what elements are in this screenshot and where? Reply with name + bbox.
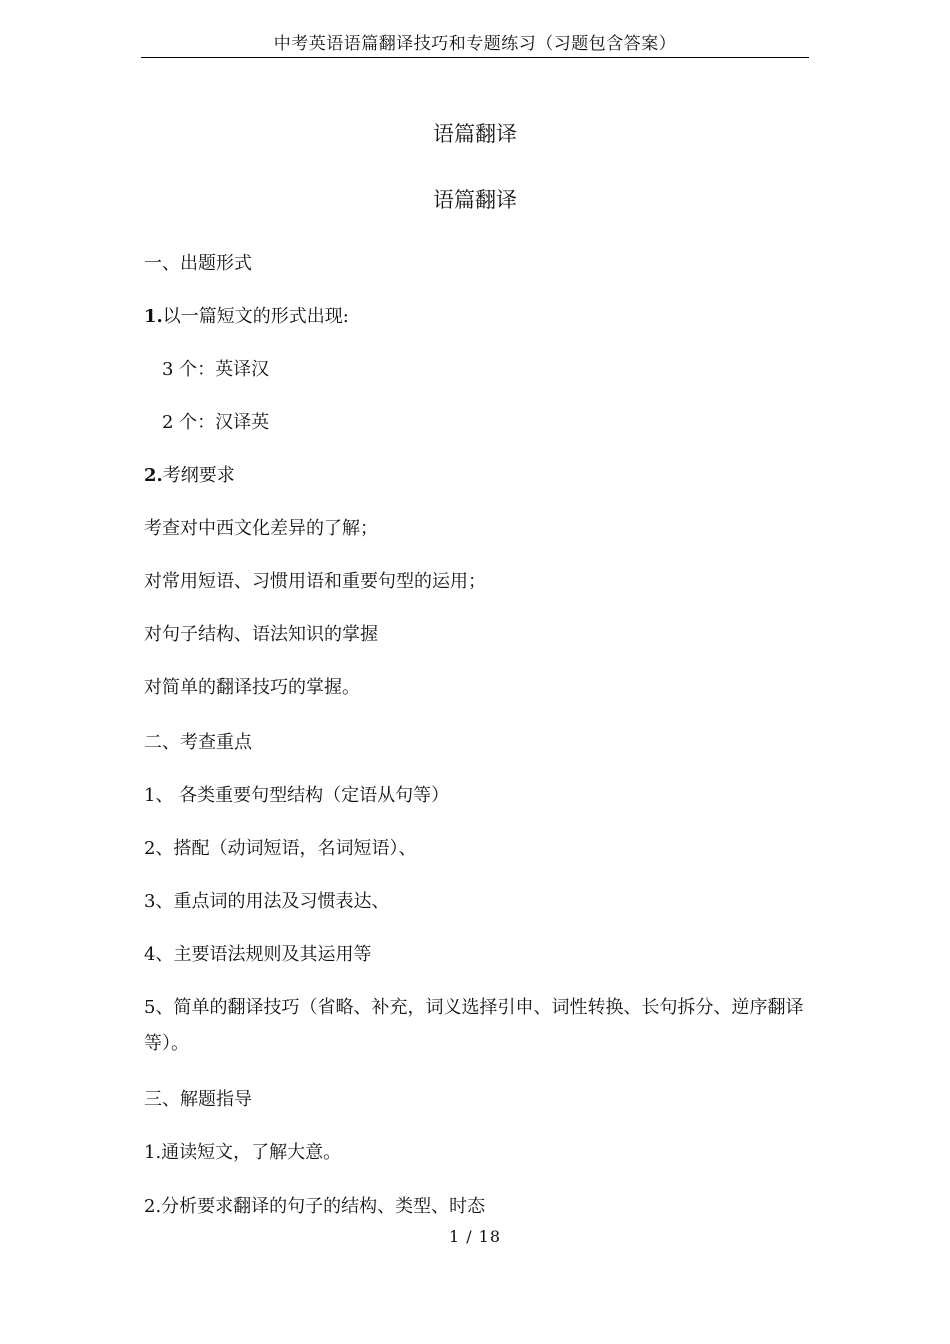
- key-point-line: 4、主要语法规则及其运用等: [144, 944, 372, 965]
- sub-item-en-to-cn: 3 个：英译汉: [162, 359, 270, 380]
- item-number: 1.: [144, 306, 163, 327]
- page-header: 中考英语语篇翻译技巧和专题练习（习题包含答案）: [273, 34, 677, 54]
- list-item: [144, 305, 349, 329]
- page-number: 1 / 18: [448, 1227, 502, 1246]
- document-title: 语篇翻译: [433, 122, 517, 146]
- item-text: 考纲要求: [162, 465, 235, 486]
- requirement-line: 考查对中西文化差异的了解；: [144, 518, 378, 539]
- key-point-paragraph: 5、简单的翻译技巧（省略、补充，词义选择引申、词性转换、长句拆分、逆序翻译等）。: [144, 997, 804, 1054]
- requirement-line: 对简单的翻译技巧的掌握。: [144, 677, 360, 698]
- requirement-line: 对常用短语、习惯用语和重要句型的运用；: [144, 571, 486, 592]
- document-subtitle: 语篇翻译: [433, 188, 517, 212]
- section-heading-guidance: 三、解题指导: [144, 1089, 252, 1110]
- item-text: 以一篇短文的形式出现:: [162, 306, 349, 327]
- section-heading-question-format: 一、出题形式: [144, 253, 252, 274]
- requirement-line: 对句子结构、语法知识的掌握: [144, 624, 378, 645]
- guidance-step: 1.通读短文，了解大意。: [144, 1142, 342, 1163]
- guidance-step: 2.分析要求翻译的句子的结构、类型、时态: [144, 1196, 486, 1217]
- section-heading-key-points: 二、考查重点: [144, 732, 252, 753]
- key-point-line: 2、搭配（动词短语，名词短语）、: [144, 838, 417, 859]
- sub-item-cn-to-en: 2 个：汉译英: [162, 412, 270, 433]
- header-rule: [141, 57, 809, 58]
- list-item: [144, 464, 235, 488]
- key-point-line: 3、重点词的用法及习惯表达、: [144, 891, 390, 912]
- key-point-line: 1、 各类重要句型结构（定语从句等）: [144, 785, 450, 806]
- item-number: 2.: [144, 465, 163, 486]
